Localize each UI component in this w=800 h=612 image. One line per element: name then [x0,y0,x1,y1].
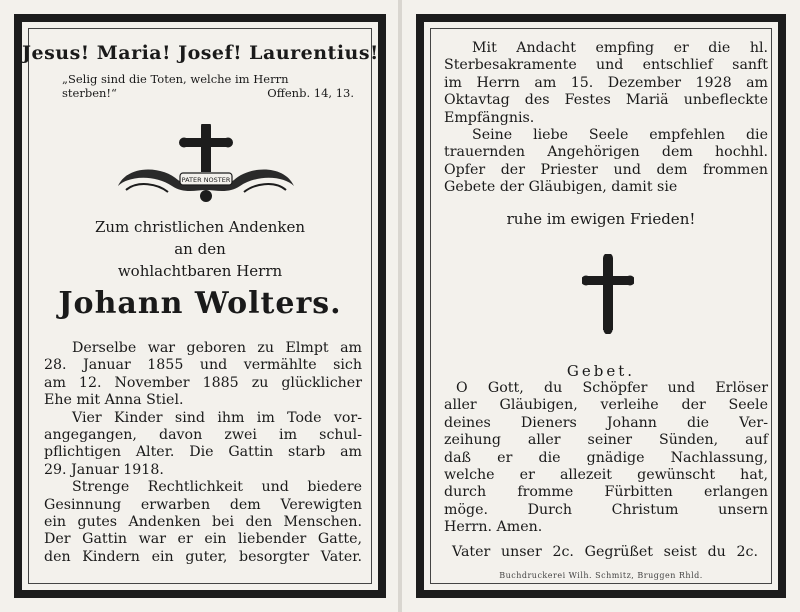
rest-in-peace-line: ruhe im ewigen Frieden! [506,210,696,228]
left-card [0,0,398,612]
closing-prayers-line: Vater unser 2c. Gegrüßet seist du 2c. [452,544,758,560]
prayer-text: O Gott, du Schöpfer und Erlöser aller Gläubigen, verleihe der Seele deines Dieners Johann die Ver- zeihung aller seiner Sünden, auf daß er die gnädige Nachlassung, welche er allezeit gewünscht hat, durch fromme Fürbitten erlangen möge. Durch Christum unsern Herrn. Amen. [444,380,768,536]
prayer-title: Gebet. [566,362,636,380]
right-card-border [416,14,786,598]
scripture-quote-line1: „Selig sind die Toten, welche im Herrn [62,72,289,86]
memorial-line1: Zum christlichen Andenken [94,218,306,236]
scripture-reference: Offenb. 14, 13. [267,86,354,100]
emblem-text: PATER NOSTER [181,176,231,184]
printer-credit: Buchdruckerei Wilh. Schmitz, Bruggen Rhld. [499,571,703,580]
memorial-line2: an den [174,240,226,258]
scripture-quote-line2: sterben!“ [62,86,117,100]
cross-emblem-icon [108,124,303,206]
deceased-name: Johann Wolters. [58,286,342,321]
right-card [402,0,800,612]
left-card-border [14,14,386,598]
invocation-header: Jesus! Maria! Josef! Laurentius! [22,42,379,64]
cross-icon [582,254,634,334]
memorial-line3: wohlachtbaren Herrn [117,262,283,280]
death-paragraph: Mit Andacht empfing er die hl. Sterbesakramente und entschlief sanft im Herrn am 15. Dezember 1928 am Oktavtag des Festes Mariä unbefleckte Empfängnis. Seine liebe Seele empfehlen die trauernden Angehörigen dem hochhl. Opfer der Priester und dem frommen Gebete der Gläubigen, damit sie [444,40,768,196]
biography-paragraph1: Derselbe war geboren zu Elmpt am 28. Januar 1855 und vermählte sich am 12. November 1885 zu glücklicher Ehe mit Anna Stiel. Vier Kinder sind ihm im Tode vor- angegangen, davon zwei im schul- pflichtigen Alter. Die Gattin starb am 29. Januar 1918. Strenge Rechtlichkeit und biedere Gesinnung erwarben dem Verewigten ein gutes Andenken bei den Menschen. Der Gattin war er ein liebender Gatte, den Kindern ein guter, besorgter Vater. [44,340,362,565]
